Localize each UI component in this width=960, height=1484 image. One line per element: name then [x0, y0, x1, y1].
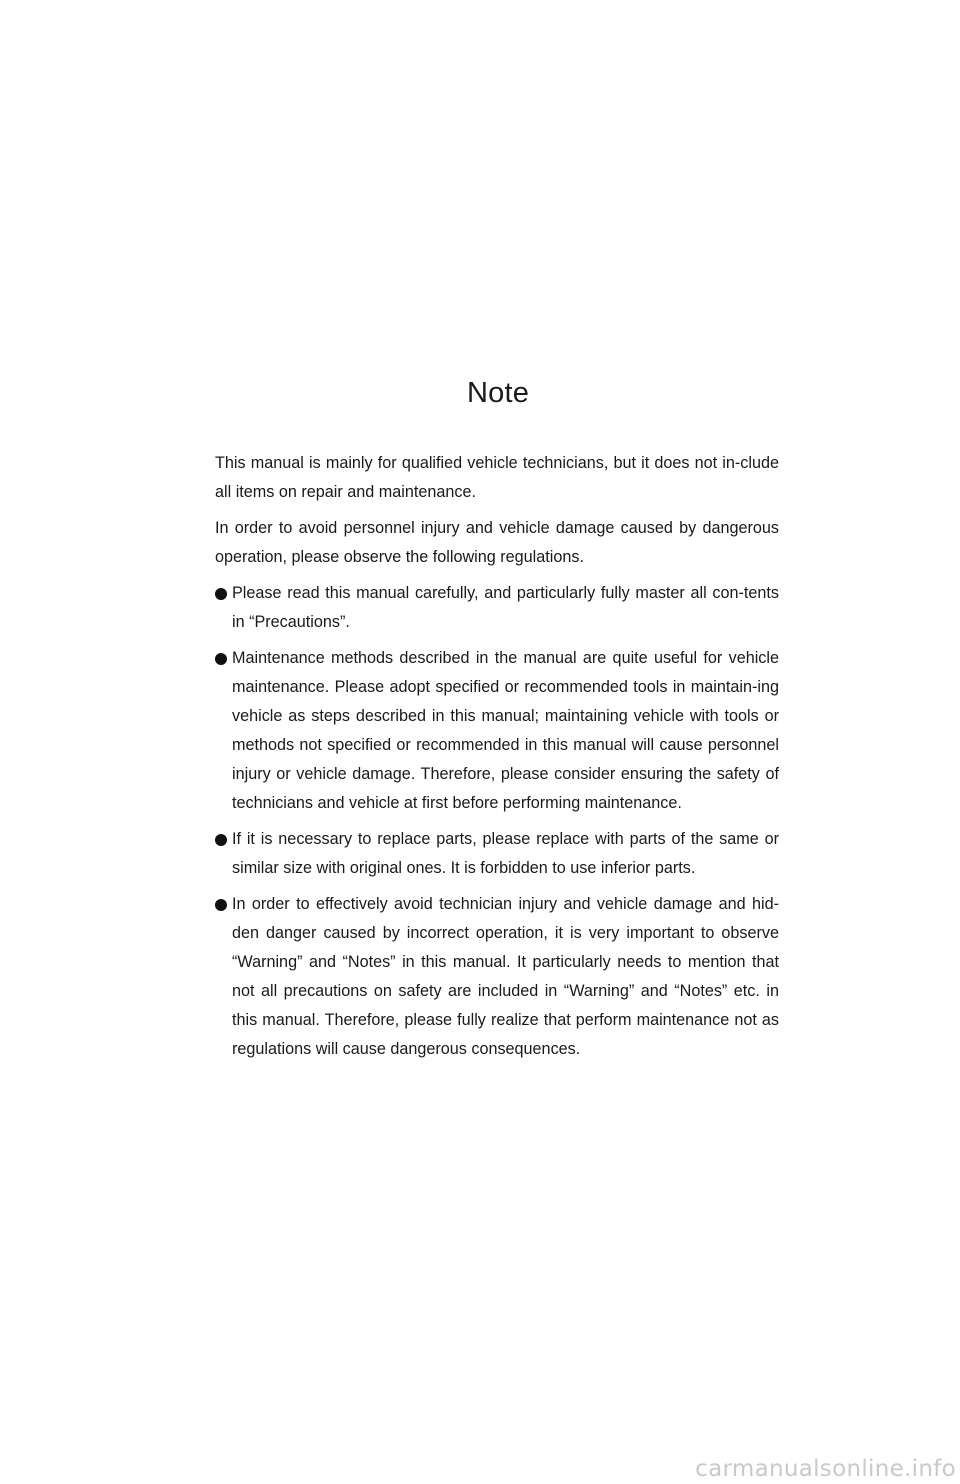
bullet-icon [215, 834, 227, 846]
bullet-icon [215, 653, 227, 665]
note-body [215, 449, 779, 1071]
bullet-icon [215, 899, 227, 911]
regulations-paragraph: In order to avoid personnel injury and vehicle damage caused by dangerous operation, please observe the following regulations. [215, 519, 779, 566]
list-item-text: Maintenance methods described in the manual are quite useful for vehicle maintenance. Please adopt specified or recommended tools in maintain-ing vehicle as steps described in this manual; maintaining vehicle with tools or methods not specified or recommended in this manual will cause personnel injury or vehicle damage. Therefore, please consider ensuring the safety of technicians and vehicle at first before performing maintenance. [232, 649, 779, 812]
list-item [215, 644, 779, 818]
watermark: carmanualsonline.info [695, 1456, 956, 1482]
regulations-list [215, 579, 779, 1064]
list-item [215, 890, 779, 1064]
list-item-text: If it is necessary to replace parts, please replace with parts of the same or similar size with original ones. It is forbidden to use inferior parts. [232, 830, 779, 877]
bullet-icon [215, 588, 227, 600]
page-title: Note [466, 377, 530, 409]
list-item [215, 579, 779, 637]
list-item-text: In order to effectively avoid technician injury and vehicle damage and hid-den danger caused by incorrect operation, it is very important to observe “Warning” and “Notes” in this manual. It particularly needs to mention that not all precautions on safety are included in “Warning” and “Notes” etc. in this manual. Therefore, please fully realize that perform maintenance not as regulations will cause dangerous consequences. [232, 895, 779, 1058]
intro-paragraph: This manual is mainly for qualified vehicle technicians, but it does not in-clude all items on repair and maintenance. [215, 454, 779, 501]
list-item [215, 825, 779, 883]
list-item-text: Please read this manual carefully, and particularly fully master all con-tents in “Precautions”. [232, 584, 779, 631]
